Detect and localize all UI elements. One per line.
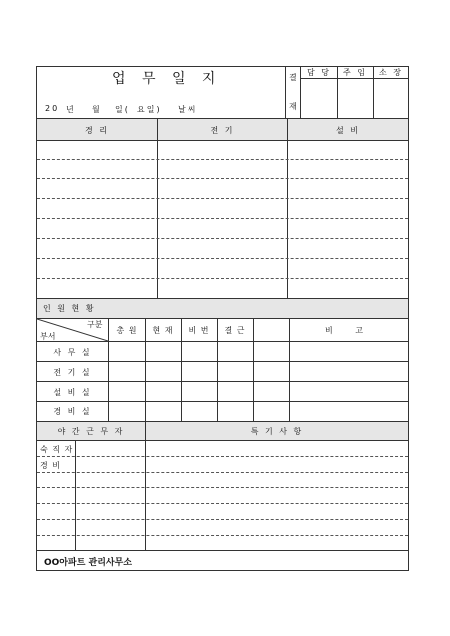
corner-label-category: 구분 [87,320,103,329]
staffing-col-absent: 결 근 [224,326,246,335]
staffing-col-line [253,318,254,421]
notes-line [37,503,408,504]
date-month: 월 [92,105,102,114]
department-accounting: 경 리 [85,126,109,135]
approval-label-1: 결 [289,73,299,82]
approval-divider [300,66,301,118]
approval-divider [285,66,286,118]
approval-col-director: 소 장 [379,68,403,77]
notes-line [37,456,408,457]
notes-line [37,487,408,488]
writing-line [37,159,408,160]
date-year-prefix: 20 [45,104,60,113]
night-row-duty: 숙 직 자 [40,445,74,454]
department-electrical: 전 기 [210,126,235,135]
writing-line [37,258,408,259]
department-facilities: 설 비 [336,126,360,135]
staffing-row-facilities: 설 비 실 [53,388,92,397]
staffing-row-electrical: 전 기 실 [53,368,92,377]
staffing-row-office: 사 무 실 [53,348,92,357]
date-weather: 날씨 [178,105,198,114]
office-name: OO아파트 관리사무소 [44,558,132,568]
notes-line [37,472,408,473]
night-header-bottom [36,440,409,441]
writing-line [37,238,408,239]
night-row-guard: 경 비 [40,461,61,470]
staffing-title: 인 원 현 황 [43,304,96,313]
staffing-row-security: 경 비 실 [53,407,92,416]
department-header-bottom [36,140,409,141]
approval-col-supervisor: 주 임 [343,68,367,77]
staffing-row-line [36,381,409,382]
night-divider [145,421,146,550]
staffing-col-remarks: 비 고 [325,326,373,335]
writing-line [37,178,408,179]
special-notes-header: 특 기 사 항 [250,427,304,436]
corner-label-department: 부서 [40,332,56,341]
writing-line [37,198,408,199]
staffing-col-total: 총 원 [116,326,138,335]
date-weekday: 요일) [137,105,162,114]
page-title: 업 무 일 지 [112,71,222,87]
approval-label-2: 재 [289,102,299,111]
date-day: 일( [115,105,130,114]
approval-col-manager: 담 당 [307,68,331,77]
staffing-col-offduty: 비 번 [188,326,210,335]
department-divider [157,118,158,298]
night-workers-header: 야 간 근 무 자 [57,427,125,436]
notes-line [37,519,408,520]
date-year: 년 [66,105,76,114]
writing-line [37,278,408,279]
notes-line [37,535,408,536]
footer-line [36,550,409,551]
staffing-row-line [36,361,409,362]
department-divider [287,118,288,298]
writing-line [37,218,408,219]
approval-header-line [300,78,409,79]
staffing-row-line [36,401,409,402]
staffing-row-line [36,341,409,342]
staffing-col-present: 현 재 [152,326,174,335]
